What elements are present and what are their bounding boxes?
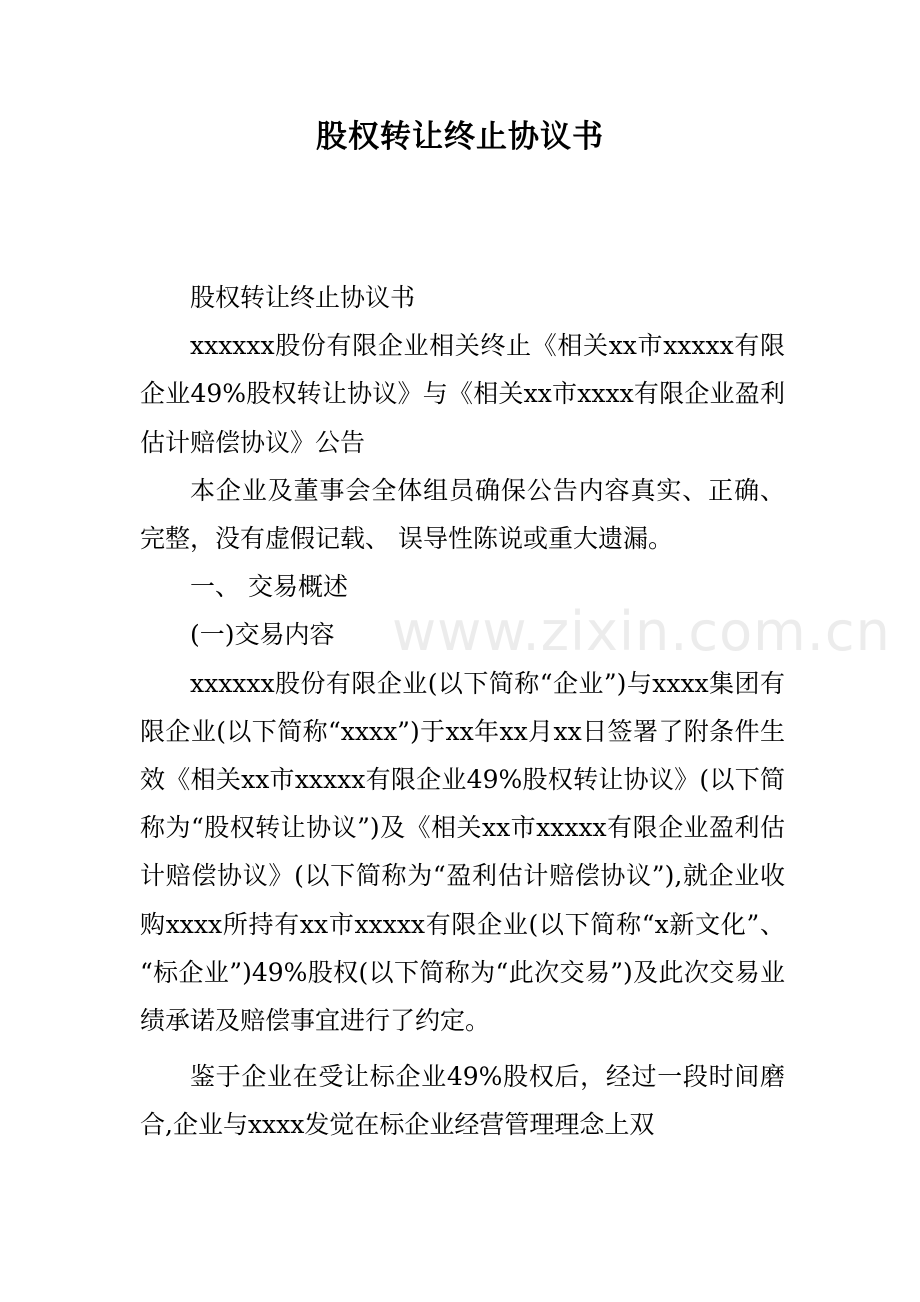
paragraph-announcement-title: xxxxxx股份有限企业相关终止《相关xx市xxxxx有限企业49%股权转让协议》与《相关xx市xxxx有限企业盈利估计赔偿协议》公告 — [140, 331, 785, 457]
watermark-text: www.zixin.com.cn — [392, 600, 891, 663]
paragraph-heading: 股权转让终止协议书 — [190, 283, 416, 312]
paragraph-termination-reason: 鉴于企业在受让标企业49%股权后，经过一段时间磨合,企业与xxxx发觉在标企业经营管理理念上双 — [140, 1062, 785, 1140]
document-body — [140, 274, 785, 1150]
paragraph-board-statement: 本企业及董事会全体组员确保公告内容真实、正确、 完整，没有虚假记载、 误导性陈说或重大遗漏。 — [140, 475, 785, 554]
subsection-heading-transaction-content: (一)交易内容 — [190, 620, 335, 650]
document-title: 股权转让终止协议书 — [316, 119, 604, 155]
section-heading-transaction-overview: 一、 交易概述 — [190, 572, 348, 602]
paragraph-transaction-details: xxxxxx股份有限企业(以下简称“企业”)与xxxx集团有限企业(以下简称“xxxx”)于xx年xx月xx日签署了附条件生效《相关xx市xxxxx有限企业49%股权转让协议》(以下简称为“股权转让协议”)及《相关xx市xxxxx有限企业盈利估计赔偿协议》(以下简称为“盈利估计赔偿协议”),就企业收购xxxx所持有xx市xxxxx有限企业(以下简称“x新文化”、 “标企业”)49%股权(以下简称为“此次交易”)及此次交易业绩承诺及赔偿事宜进行了约定。 — [140, 668, 785, 1036]
